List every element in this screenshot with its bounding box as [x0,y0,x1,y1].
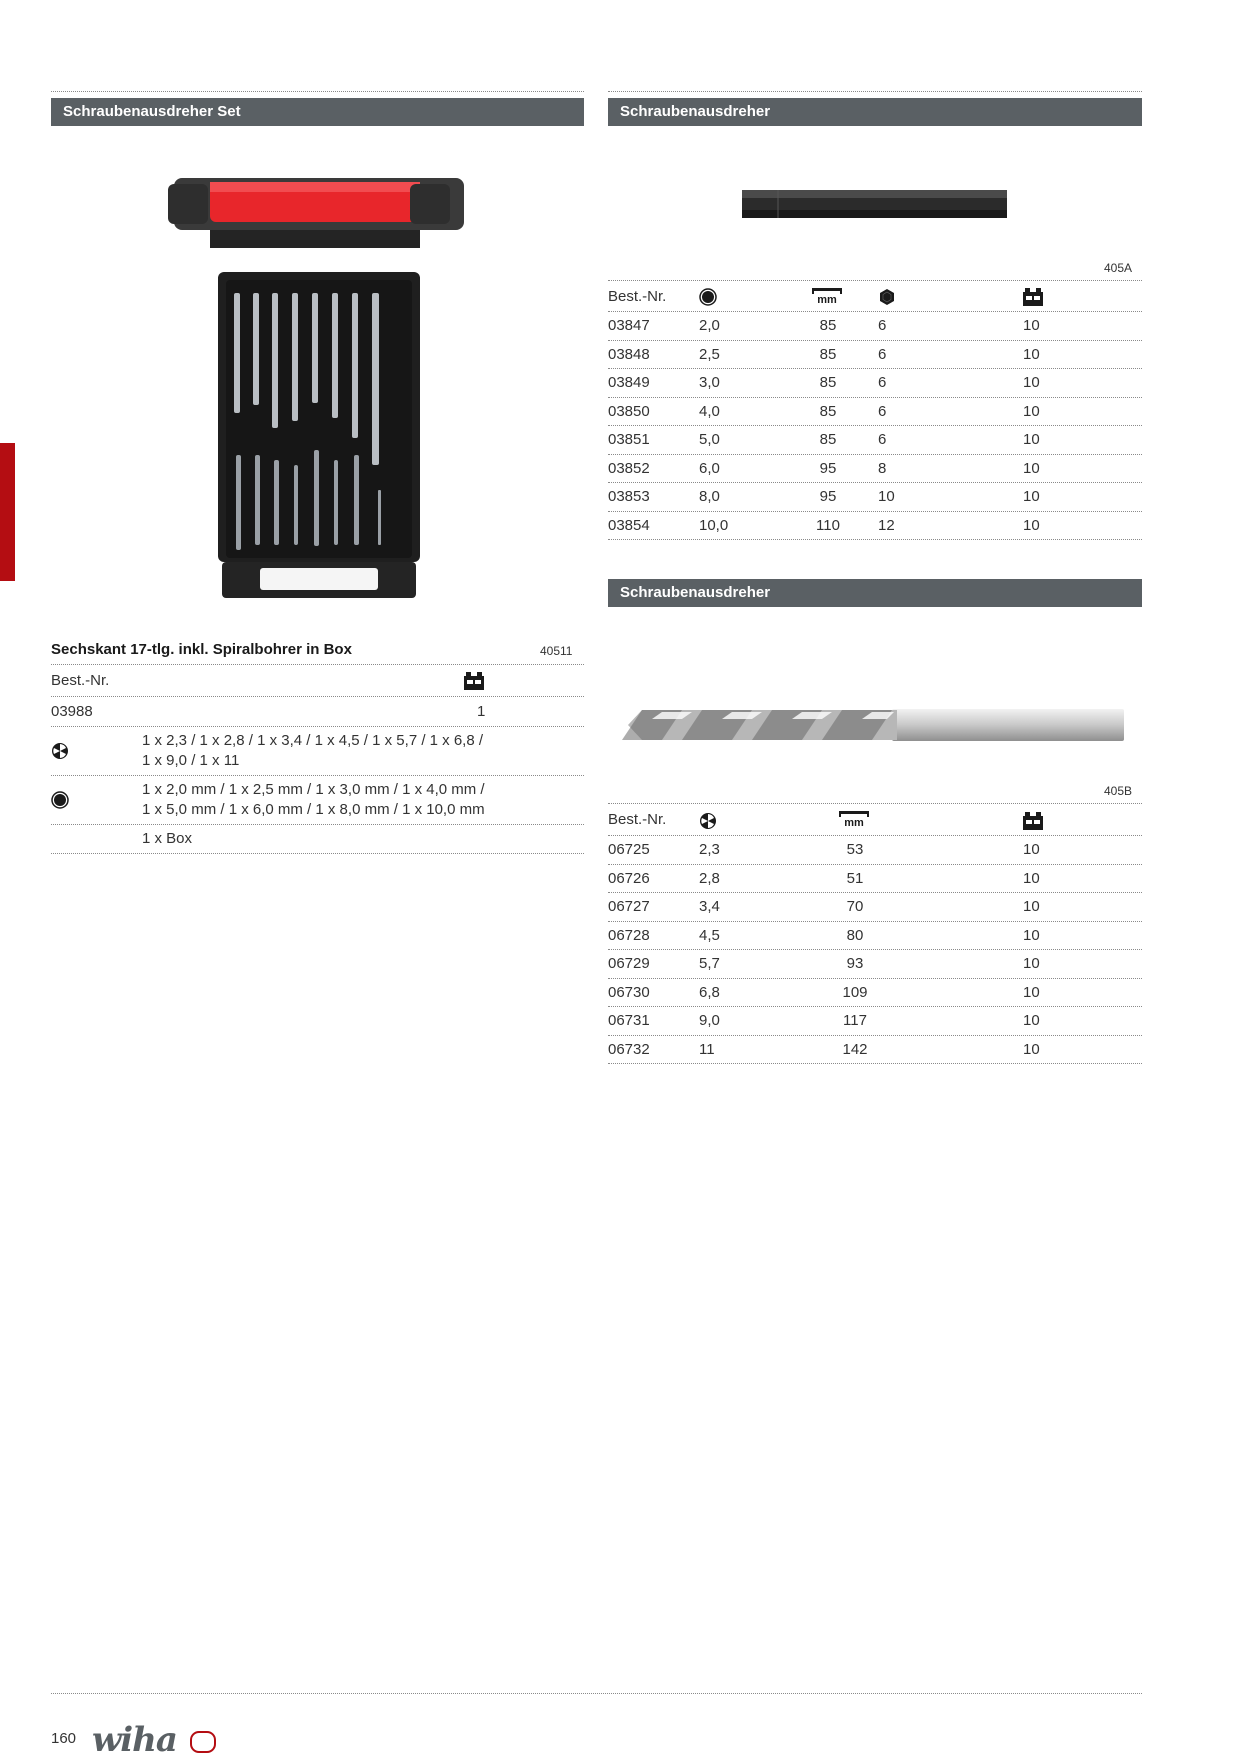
right-b-code: 405B [1104,784,1133,798]
page-number: 160 [51,1730,77,1747]
cell-best-nr: 03852 [608,459,650,477]
hex-extractor-icon [51,791,69,809]
left-section-title: Schraubenausdreher Set [51,98,584,126]
cell-length: 85 [819,345,837,363]
cell-length: 95 [819,459,837,477]
cell-length: 53 [846,841,864,858]
cell-best-nr: 06731 [608,1012,650,1029]
detail-line: 1 x 9,0 / 1 x 11 [142,752,240,769]
right-a-section-title: Schraubenausdreher [608,98,1142,126]
cell-pack: 10 [1023,1012,1040,1029]
brand-logo [92,1720,216,1760]
detail-line: 1 x 5,0 mm / 1 x 6,0 mm / 1 x 8,0 mm / 1 x 10,0 mm [142,801,485,818]
product-image-set [100,160,540,610]
right-top-rule [608,91,1142,92]
cell-hex: 6 [878,345,887,363]
cell-size: 2,0 [699,317,720,334]
drill-bit-icon [51,742,69,760]
cell-pack: 10 [1023,402,1040,420]
cell-pack: 10 [1023,488,1040,505]
hex-icon [878,288,896,306]
pack-icon [1023,288,1043,306]
cell-size: 2,5 [699,345,720,363]
cell-pack: 10 [1023,431,1040,448]
table-row [608,483,1142,512]
right-a-table-header [608,281,1142,312]
cell-pack: 10 [1023,345,1040,363]
cell-hex: 8 [878,459,887,477]
cell-length: 93 [846,955,864,972]
cell-length: 51 [846,869,864,887]
cell-length: 110 [816,516,840,534]
cell-length: 80 [846,926,864,944]
cell-hex: 10 [878,488,895,505]
cell-best-nr: 03849 [608,374,650,391]
cell-best-nr: 03853 [608,488,650,505]
cell-size: 6,0 [699,459,720,477]
cell-size: 2,8 [699,869,720,887]
cell-length: 95 [819,488,837,505]
cell-hex: 6 [878,374,887,391]
cell-pack: 10 [1023,317,1040,334]
table-row [51,697,584,727]
cell-best-nr: 06726 [608,869,650,887]
logo-badge-icon [190,1731,216,1753]
cell-size: 6,8 [699,983,720,1001]
cell-best-nr: 06728 [608,926,650,944]
drill-bit-icon [699,812,717,830]
cell-pack: 10 [1023,983,1040,1001]
table-row [608,1007,1142,1036]
cell-pack: 10 [1023,926,1040,944]
cell-best-nr: 06727 [608,898,650,915]
pack-icon [464,672,484,690]
cell-size: 3,4 [699,898,720,915]
cell-pack: 10 [1023,869,1040,887]
cell-size: 5,7 [699,955,720,972]
header-best-nr: Best.-Nr. [51,672,110,689]
cell-pack: 10 [1023,1040,1040,1058]
cell-best-nr: 03851 [608,431,650,448]
length-mm-icon [839,811,869,829]
cell-size: 4,5 [699,926,720,944]
footer-rule [51,1693,1142,1694]
header-best-nr: Best.-Nr. [608,288,667,305]
cell-best-nr: 03847 [608,317,650,334]
table-row [608,950,1142,979]
cell-best-nr: 03848 [608,345,650,363]
cell-pack: 10 [1023,374,1040,391]
pack-icon [1023,812,1043,830]
detail-row-drills [51,727,584,776]
cell-length: 85 [819,317,837,334]
row-best-nr: 03988 [51,703,93,720]
cell-size: 9,0 [699,1012,720,1029]
round-extractor-icon [699,288,717,306]
left-set-table [51,664,584,854]
table-row [608,836,1142,865]
cell-best-nr: 03854 [608,516,650,534]
cell-pack: 10 [1023,841,1040,858]
table-row [608,455,1142,484]
table-row [608,398,1142,427]
cell-size: 8,0 [699,488,720,505]
table-row [608,893,1142,922]
right-a-code: 405A [1104,261,1133,275]
cell-pack: 10 [1023,898,1040,915]
cell-best-nr: 06730 [608,983,650,1001]
cell-best-nr: 03850 [608,402,650,420]
detail-line: 1 x Box [142,830,193,847]
left-table-header [51,664,584,697]
cell-hex: 12 [878,516,895,534]
detail-line: 1 x 2,3 / 1 x 2,8 / 1 x 3,4 / 1 x 4,5 / 1 x 5,7 / 1 x 6,8 / [142,732,484,749]
cell-length: 85 [819,402,837,420]
left-top-rule [51,91,584,92]
right-a-table [608,281,1142,540]
table-row [608,369,1142,398]
cell-best-nr: 06725 [608,841,650,858]
product-title: Sechskant 17-tlg. inkl. Spiralbohrer in Box [51,641,352,658]
cell-hex: 6 [878,317,887,334]
table-row [608,512,1142,541]
cell-size: 2,3 [699,841,720,858]
cell-pack: 10 [1023,955,1040,972]
cell-pack: 10 [1023,459,1040,477]
detail-row-extractors [51,776,584,825]
right-b-section-title: Schraubenausdreher [608,579,1142,607]
cell-hex: 6 [878,431,887,448]
detail-row-box [51,825,584,854]
table-row [608,312,1142,341]
table-row [608,865,1142,894]
product-code: 40511 [540,644,573,658]
cell-length: 70 [846,898,864,915]
cell-size: 4,0 [699,402,720,420]
cell-length: 117 [843,1012,867,1029]
cell-length: 85 [819,431,837,448]
cell-size: 10,0 [699,516,729,534]
cell-length: 109 [842,983,868,1001]
cell-length: 142 [842,1040,868,1058]
cell-size: 11 [699,1040,715,1058]
cell-length: 85 [819,374,837,391]
table-row [608,1036,1142,1065]
table-row [608,979,1142,1008]
table-row [608,341,1142,370]
cell-size: 5,0 [699,431,720,448]
chapter-tab [0,443,15,581]
table-row [608,426,1142,455]
length-mm-icon [812,288,842,306]
cell-best-nr: 06732 [608,1040,650,1058]
cell-hex: 6 [878,402,887,420]
cell-size: 3,0 [699,374,720,391]
product-image-drill [622,705,1127,745]
logo-text: wiha [92,1720,177,1760]
row-qty: 1 [477,703,486,720]
detail-line: 1 x 2,0 mm / 1 x 2,5 mm / 1 x 3,0 mm / 1 x 4,0 mm / [142,781,485,798]
product-image-extractor [740,186,1010,222]
right-b-table-header [608,804,1142,836]
right-b-table [608,804,1142,1064]
table-row [608,922,1142,951]
cell-best-nr: 06729 [608,955,650,972]
cell-pack: 10 [1023,516,1040,534]
header-best-nr: Best.-Nr. [608,811,667,828]
